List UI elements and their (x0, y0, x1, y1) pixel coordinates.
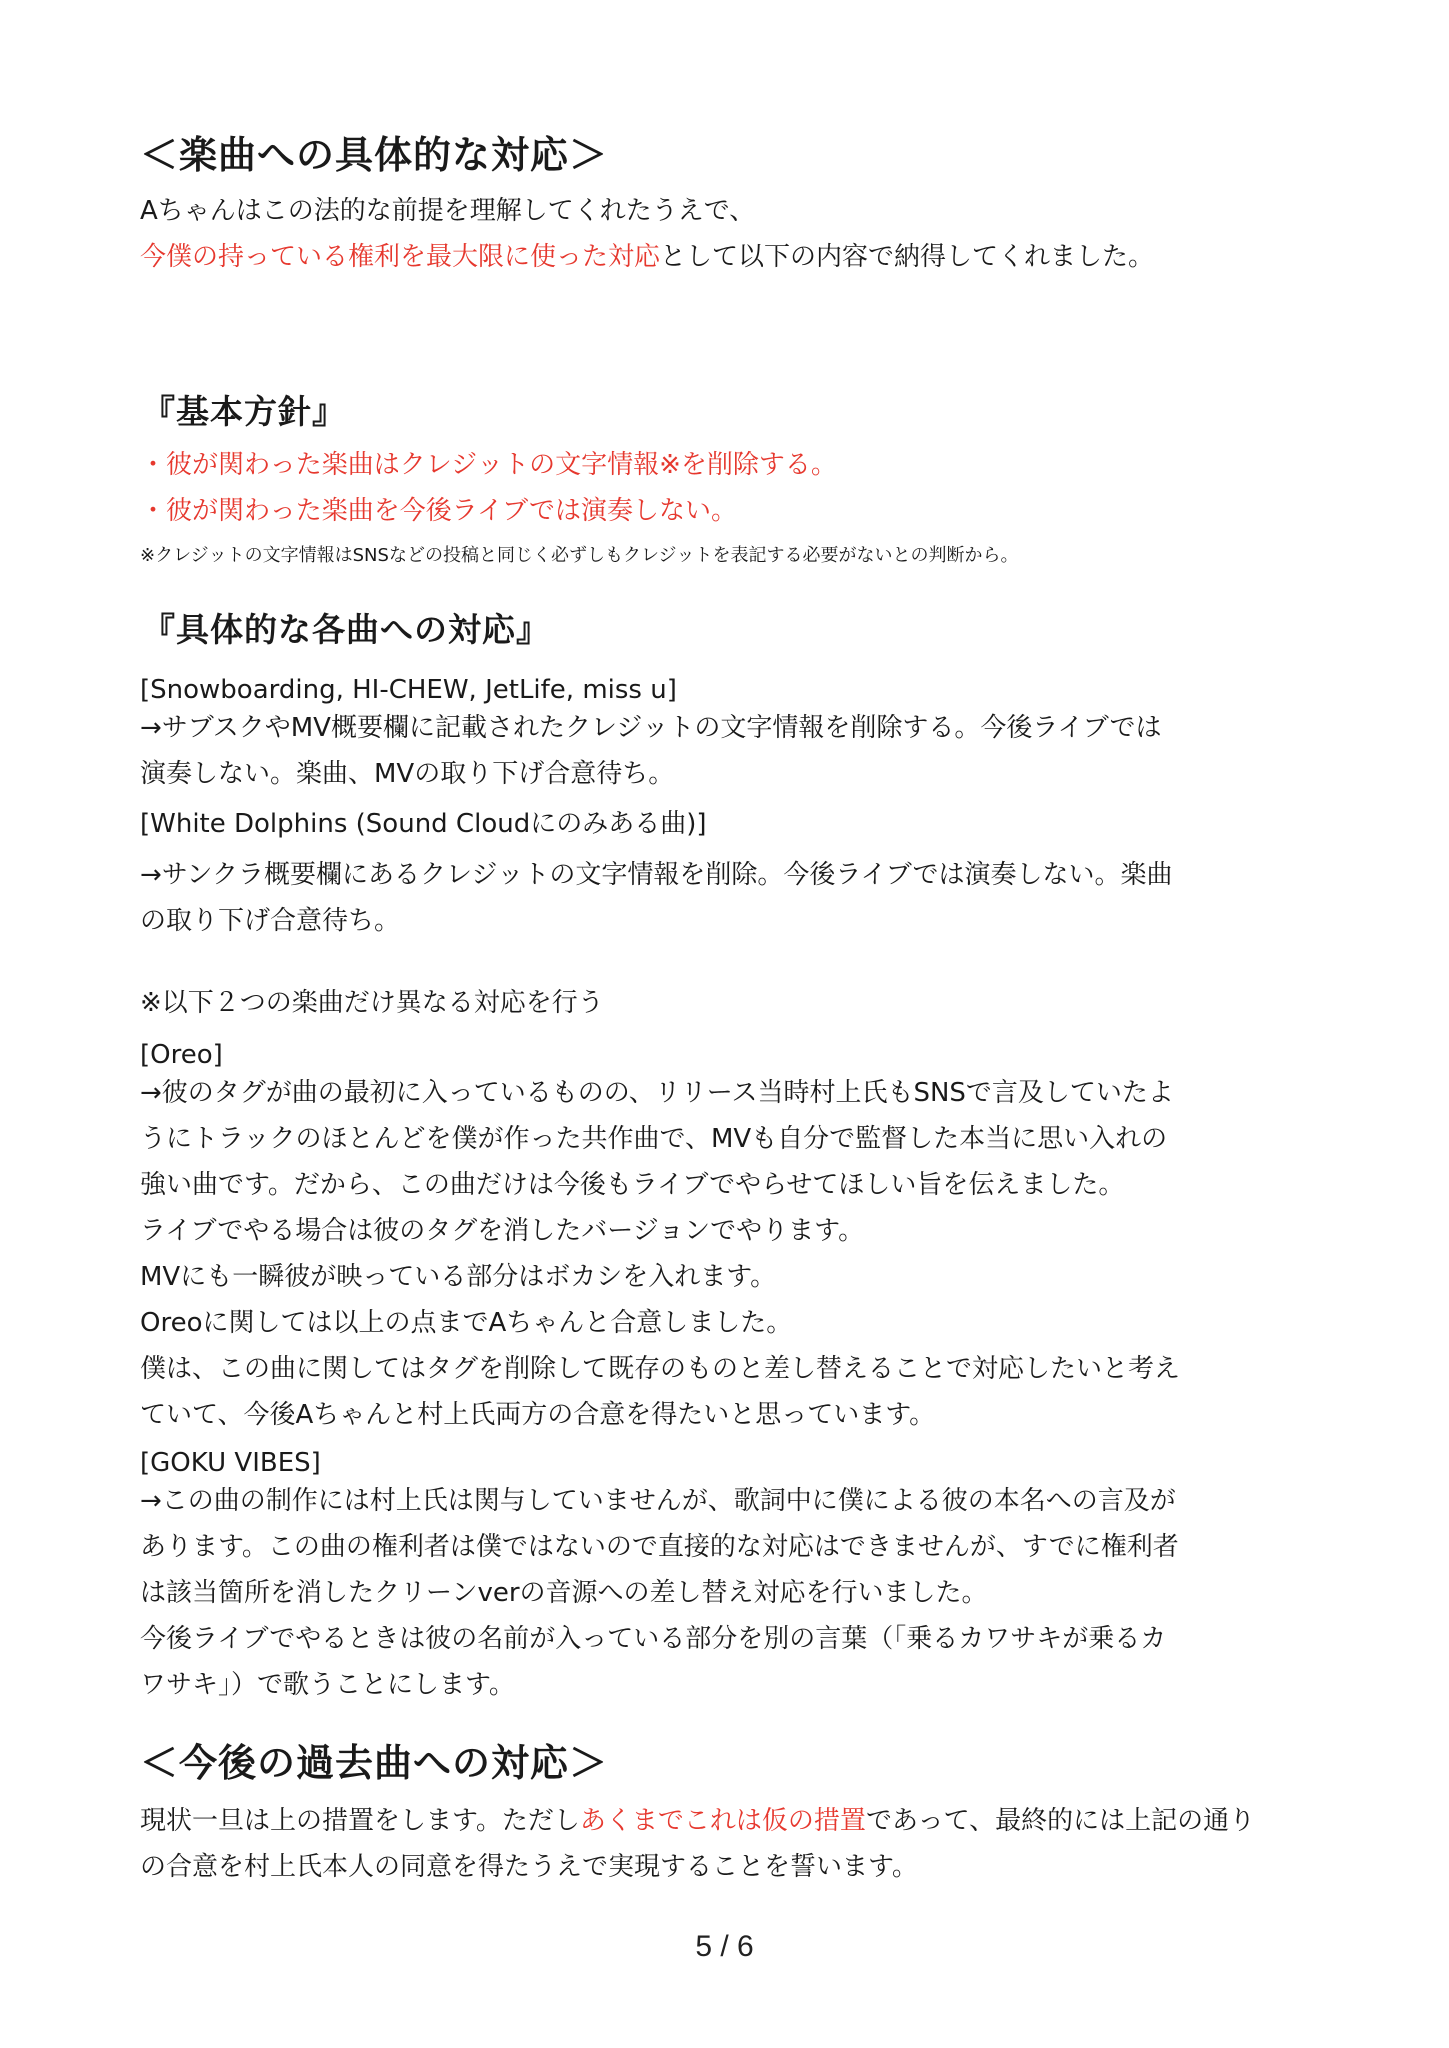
highlighted-text: 今僕の持っている権利を最大限に使った対応 (140, 242, 661, 272)
paragraph-line: は該当箇所を消したクリーンverの音源への差し替え対応を行いました。 (140, 1578, 988, 1608)
paragraph-line: の取り下げ合意待ち。 (140, 906, 401, 936)
page-number: 5 / 6 (695, 1930, 754, 1963)
paragraph-line: ライブでやる場合は彼のタグを消したバージョンでやります。 (140, 1216, 865, 1246)
paragraph-line: ワサキ」）で歌うことにします。 (140, 1670, 515, 1700)
paragraph-line (140, 1798, 1320, 1844)
policy-bullet: ・彼が関わった楽曲を今後ライブでは演奏しない。 (140, 496, 737, 526)
footnote: ※クレジットの文字情報はSNSなどの投稿と同じく必ずしもクレジットを表記する必要がないとの判断から。 (140, 545, 1019, 566)
paragraph-line: あります。この曲の権利者は僕ではないので直接的な対応はできませんが、すでに権利者 (140, 1532, 1179, 1562)
paragraph-text: 現状一旦は上の措置をします。ただし (140, 1806, 580, 1836)
paragraph-line: 僕は、この曲に関してはタグを削除して既存のものと差し替えることで対応したいと考え (140, 1354, 1181, 1384)
section-heading-per-song-response: 『具体的な各曲への対応』 (142, 610, 550, 649)
policy-bullets (140, 442, 1320, 534)
section-paragraph (140, 188, 1320, 280)
paragraph-line: →彼のタグが曲の最初に入っているものの、リリース当時村上氏もSNSで言及していたよ (140, 1078, 1174, 1108)
section-heading-song-response: ＜楽曲への具体的な対応＞ (140, 133, 609, 177)
song-group-title: [Snowboarding, HI-CHEW, JetLife, miss u] (140, 675, 677, 705)
paragraph-line: MVにも一瞬彼が映っている部分はボカシを入れます。 (140, 1262, 777, 1292)
song-description-oreo (140, 1070, 1320, 1438)
section-paragraph (140, 1798, 1320, 1890)
paragraph-line: の合意を村上氏本人の同意を得たうえで実現することを誓います。 (140, 1852, 918, 1882)
paragraph-line: Oreoに関しては以上の点までAちゃんと合意しました。 (140, 1308, 793, 1338)
song-group-description (140, 852, 1320, 944)
paragraph-text: であって、最終的には上記の通り (865, 1806, 1256, 1836)
exception-note: ※以下２つの楽曲だけ異なる対応を行う (140, 988, 604, 1018)
song-description-goku-vibes (140, 1478, 1320, 1708)
paragraph-line: →この曲の制作には村上氏は関与していませんが、歌詞中に僕による彼の本名への言及が (140, 1486, 1176, 1516)
paragraph-line: 今後ライブでやるときは彼の名前が入っている部分を別の言葉（「乗るカワサキが乗るカ (140, 1624, 1167, 1654)
paragraph-line: →サブスクやMV概要欄に記載されたクレジットの文字情報を削除する。今後ライブでは (140, 713, 1162, 743)
paragraph-line: Aちゃんはこの法的な前提を理解してくれたうえで、 (140, 196, 756, 226)
policy-bullet: ・彼が関わった楽曲はクレジットの文字情報※を削除する。 (140, 450, 837, 480)
paragraph-text: として以下の内容で納得してくれました。 (660, 242, 1155, 272)
section-heading-future-response: ＜今後の過去曲への対応＞ (140, 1741, 609, 1785)
paragraph-line: 強い曲です。だから、この曲だけは今後もライブでやらせてほしい旨を伝えました。 (140, 1170, 1125, 1200)
song-group-description (140, 705, 1320, 797)
highlighted-text: あくまでこれは仮の措置 (579, 1806, 866, 1836)
paragraph-line: 演奏しない。楽曲、MVの取り下げ合意待ち。 (140, 759, 675, 789)
paragraph-line: →サンクラ概要欄にあるクレジットの文字情報を削除。今後ライブでは演奏しない。楽曲 (140, 860, 1173, 890)
song-title-goku-vibes: [GOKU VIBES] (140, 1448, 321, 1478)
paragraph-line: うにトラックのほとんどを僕が作った共作曲で、MVも自分で監督した本当に思い入れの (140, 1124, 1168, 1154)
song-title-oreo: [Oreo] (140, 1040, 223, 1070)
paragraph-line (140, 234, 1320, 280)
song-group-title: [White Dolphins (Sound Cloudにのみある曲)] (140, 809, 707, 839)
section-heading-basic-policy: 『基本方針』 (142, 392, 346, 431)
paragraph-line: ていて、今後Aちゃんと村上氏両方の合意を得たいと思っています。 (140, 1400, 936, 1430)
